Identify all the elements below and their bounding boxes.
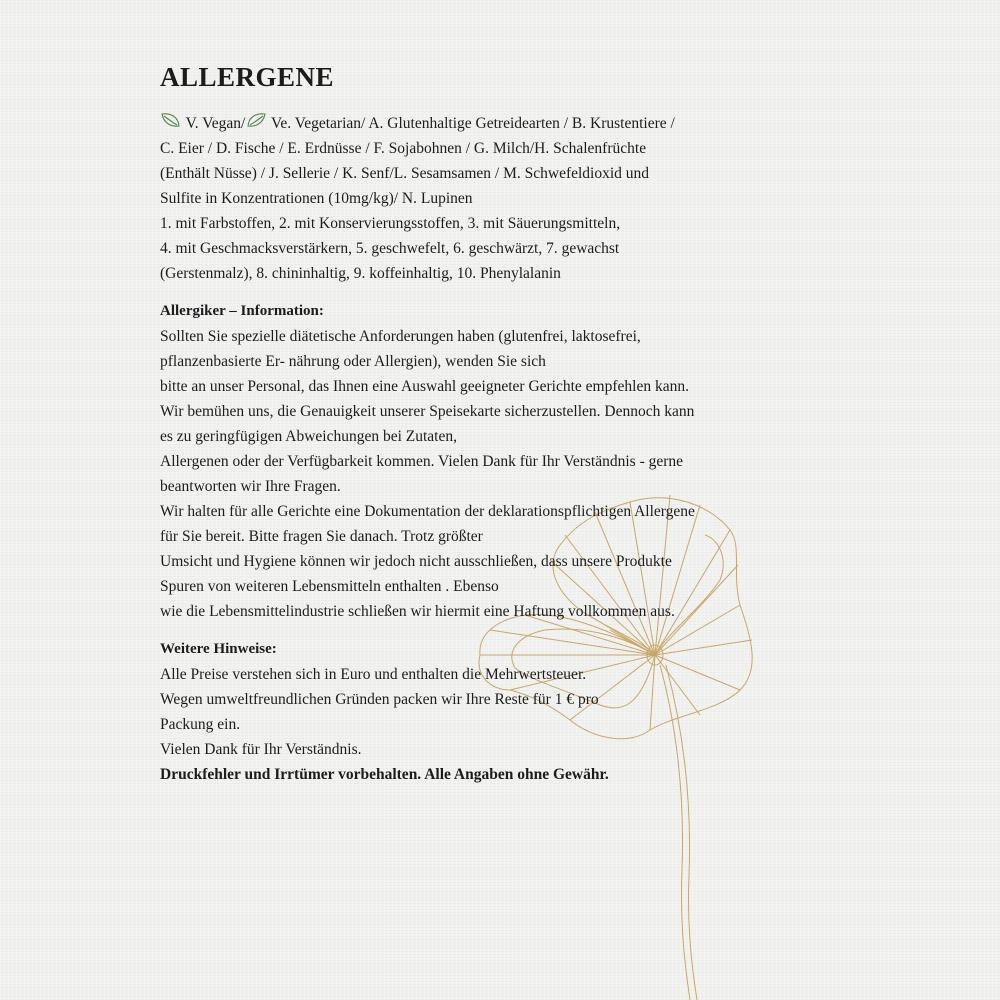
info-line: Wir halten für alle Gerichte eine Dokumentation der deklarationspflichtigen Allergene (160, 503, 695, 520)
info-line: Allergenen oder der Verfügbarkeit kommen. Vielen Dank für Ihr Verständnis - gerne (160, 453, 684, 470)
additive-line: 1. mit Farbstoffen, 2. mit Konservierungsstoffen, 3. mit Säuerungsmitteln, (160, 215, 621, 232)
info-line: Wir bemühen uns, die Genauigkeit unserer Speisekarte sicherzustellen. Dennoch kann (160, 403, 695, 420)
allergen-page (160, 62, 800, 787)
info-line: Spuren von weiteren Lebensmitteln enthalten . Ebenso (160, 578, 499, 595)
allergen-line: Sulfite in Konzentrationen (10mg/kg)/ N. Lupinen (160, 190, 473, 207)
page-title: ALLERGENE (160, 62, 335, 92)
allergen-line: C. Eier / D. Fische / E. Erdnüsse / F. Sojabohnen / G. Milch/H. Schalenfrüchte (160, 140, 647, 157)
notes-title: Weitere Hinweise: (160, 641, 277, 657)
allergy-info-section (160, 299, 800, 624)
leaf-icon (160, 111, 182, 131)
info-line: pflanzenbasierte Er- nährung oder Allergien), wenden Sie sich (160, 353, 546, 370)
notes-line: Wegen umweltfreundlichen Gründen packen wir Ihre Reste für 1 € pro (160, 691, 599, 708)
notes-line: Vielen Dank für Ihr Verständnis. (160, 741, 362, 758)
vegan-label: V. Vegan/ (185, 115, 246, 132)
notes-line: Packung ein. (160, 716, 241, 733)
info-line: wie die Lebensmittelindustrie schließen wir hiermit eine Haftung vollkommen aus. (160, 603, 675, 620)
leaf-icon (245, 111, 267, 131)
disclaimer: Druckfehler und Irrtümer vorbehalten. Alle Angaben ohne Gewähr. (160, 766, 609, 783)
info-line: bitte an unser Personal, das Ihnen eine Auswahl geeigneter Gerichte empfehlen kann. (160, 378, 689, 395)
allergen-line: (Enthält Nüsse) / J. Sellerie / K. Senf/L. Sesamsamen / M. Schwefeldioxid und (160, 165, 650, 182)
allergy-info-title: Allergiker – Information: (160, 303, 324, 319)
vegetarian-label: Ve. Vegetarian/ A. Glutenhaltige Getreidearten / B. Krustentiere / (270, 115, 675, 132)
diet-line (160, 111, 800, 136)
additive-line: (Gerstenmalz), 8. chininhaltig, 9. koffeinhaltig, 10. Phenylalanin (160, 265, 561, 282)
info-line: es zu geringfügigen Abweichungen bei Zutaten, (160, 428, 457, 445)
info-line: beantworten wir Ihre Fragen. (160, 478, 341, 495)
info-line: Umsicht und Hygiene können wir jedoch nicht ausschließen, dass unsere Produkte (160, 553, 672, 570)
allergen-list (160, 111, 800, 286)
additive-line: 4. mit Geschmacksverstärkern, 5. geschwefelt, 6. geschwärzt, 7. gewachst (160, 240, 620, 257)
info-line: für Sie bereit. Bitte fragen Sie danach. Trotz größter (160, 528, 483, 545)
info-line: Sollten Sie spezielle diätetische Anforderungen haben (glutenfrei, laktosefrei, (160, 328, 641, 345)
notes-section (160, 637, 800, 787)
notes-line: Alle Preise verstehen sich in Euro und enthalten die Mehrwertsteuer. (160, 666, 587, 683)
